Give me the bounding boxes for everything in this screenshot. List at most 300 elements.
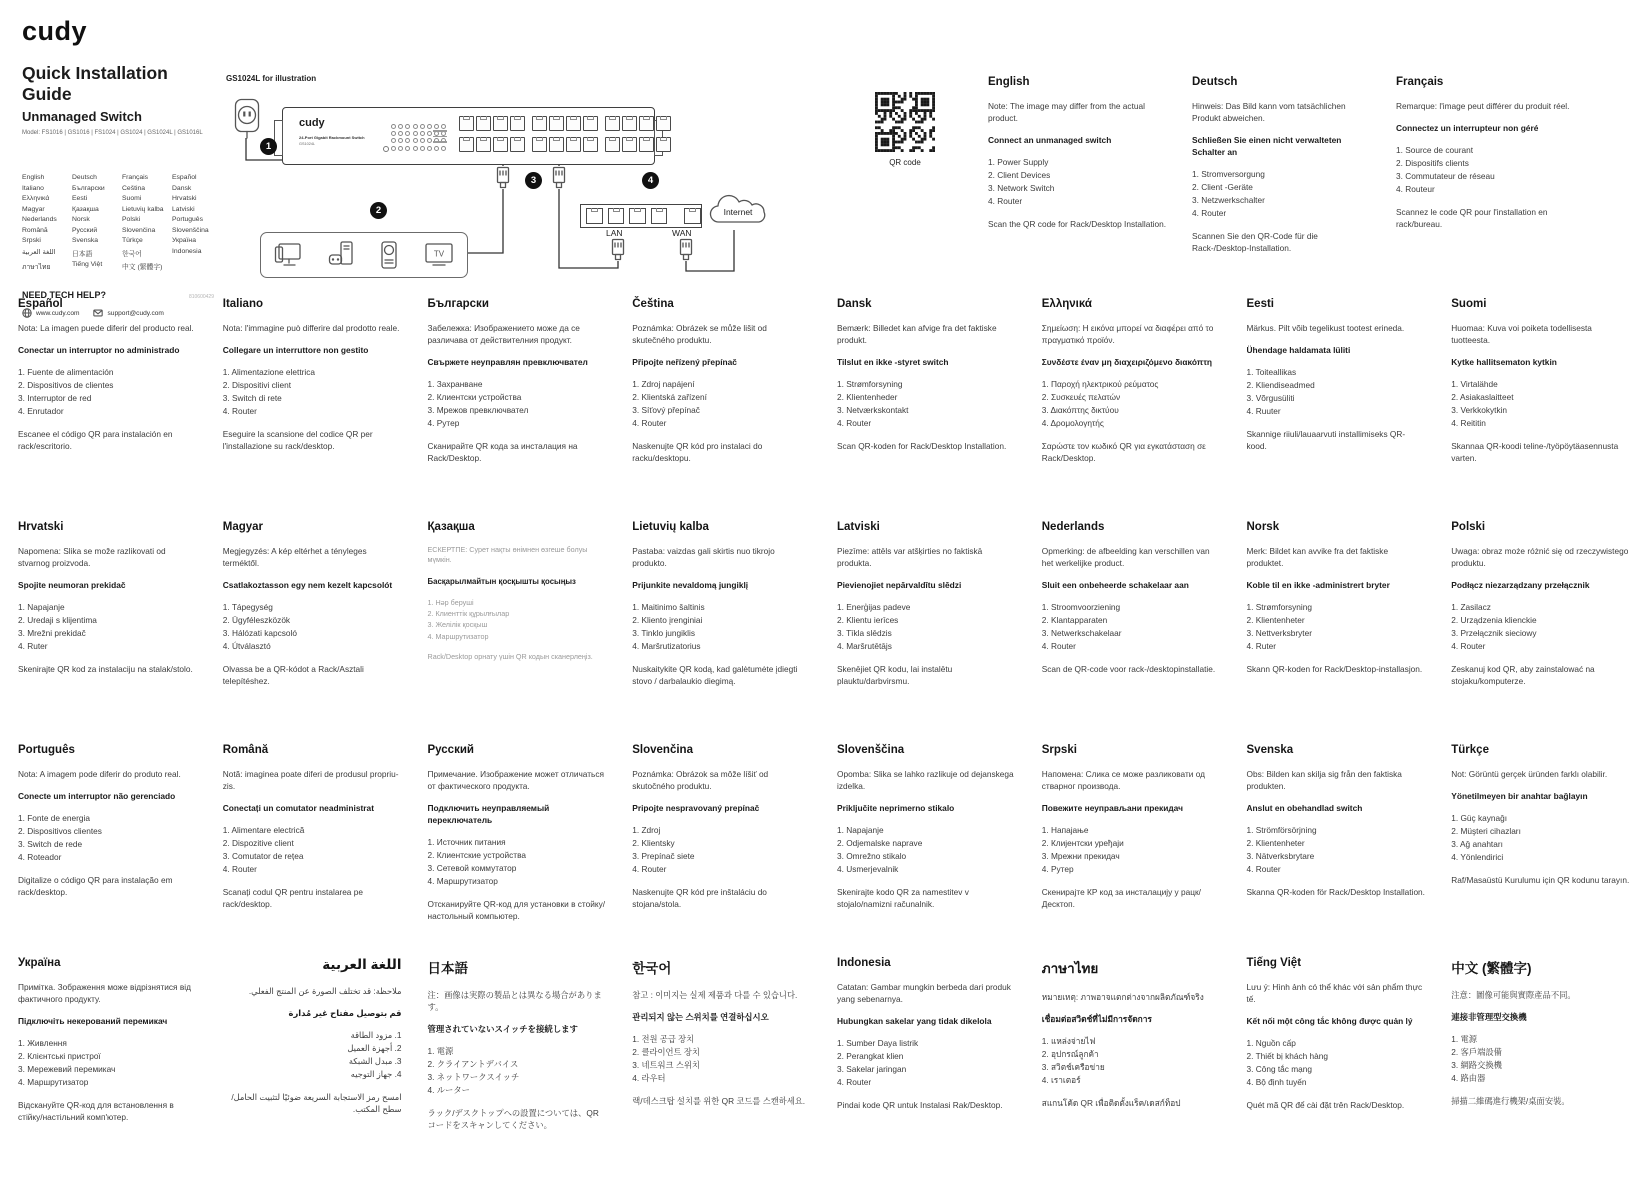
section-heading: Підключіть некерований перемикач — [18, 1016, 168, 1027]
step-item: 4. Рутер — [427, 417, 460, 428]
section-scan-note: ラック/デスクトップへの設置については、QRコードをスキャンしてください。 — [427, 1107, 599, 1130]
section-russian — [428, 744, 607, 922]
step-item: 1. Tápegység — [222, 602, 273, 613]
step-item: 3. Sakelar jaringan — [837, 1063, 907, 1074]
section-note: ملاحظة: قد تختلف الصورة عن المنتج الفعلي. — [248, 986, 402, 996]
section-steps — [18, 601, 197, 652]
section-heading: Подключить неуправляемый переключатель — [427, 803, 550, 826]
step-item: 2. Müşteri cihazları — [1451, 826, 1521, 837]
step-item: 1. Stroomvoorziening — [1041, 602, 1121, 613]
ethernet-port — [459, 137, 474, 152]
qr-caption: QR code — [889, 158, 921, 167]
section-heading: Priključite neprimerno stikalo — [837, 803, 955, 814]
port-column — [532, 116, 547, 152]
step-item: 1. 전원 공급 장치 — [632, 1034, 695, 1045]
status-led — [420, 124, 425, 129]
port-column — [510, 116, 525, 152]
step-item: 1. Zdroj napájení — [632, 379, 695, 390]
section-title: Polski — [1451, 521, 1486, 533]
step-item: 1. Zdroj — [632, 825, 661, 836]
port-group — [532, 116, 598, 152]
section-steps — [18, 812, 197, 863]
language-grid-cell: Svenska — [72, 237, 99, 244]
section-note: 注：画像は実際の製品とは異なる場合があります。 — [427, 990, 602, 1013]
section-thai — [1042, 957, 1221, 1131]
ethernet-port — [549, 116, 564, 131]
section-note: Piezīme: attēls var atšķirties no faktiskā produkta. — [837, 546, 983, 569]
language-grid-cell: 日本語 — [72, 250, 93, 258]
port-column — [583, 116, 598, 152]
step-item: 2. أجهزة العميل — [347, 1043, 402, 1054]
section-scan-note: Scan de QR-code voor rack-/desktopinstallatie. — [1041, 663, 1216, 674]
ethernet-port — [549, 137, 564, 152]
status-led — [427, 124, 432, 129]
step-item: 1. Sumber Daya listrik — [837, 1038, 919, 1049]
section-heading: 관리되지 않는 스위치를 연결하십시오 — [632, 1012, 769, 1023]
power-plug-icon — [234, 98, 260, 140]
port-column — [639, 116, 654, 152]
ethernet-port — [459, 116, 474, 131]
step-item: 4. Usmerjevalnik — [837, 863, 899, 874]
step-item: 4. Yönlendirici — [1451, 851, 1504, 862]
step-item: 3. Võrgusüliti — [1246, 392, 1295, 403]
led-legend — [433, 130, 447, 147]
step-item: 4. Router — [1192, 207, 1227, 218]
section-scan-note: Scanați codul QR pentru instalarea pe rack/desktop. — [222, 886, 363, 909]
section-heading: เชื่อมต่อสวิตช์ที่ไม่มีการจัดการ — [1041, 1014, 1152, 1025]
language-grid-cell: Norsk — [72, 216, 90, 223]
smart-device-icon — [379, 240, 399, 270]
language-grid-cell: Български — [72, 184, 105, 192]
step-item: 1. Power Supply — [988, 157, 1049, 168]
section-magyar — [223, 521, 402, 687]
step-item: 2. Client Devices — [988, 170, 1051, 181]
step-item: 3. Netwerkschakelaar — [1041, 627, 1122, 638]
step-item: 3. مبدل الشبكة — [348, 1055, 402, 1066]
language-grid-cell: Suomi — [122, 195, 142, 202]
section-heading: Csatlakoztasson egy nem kezelt kapcsolót — [222, 580, 393, 591]
section-heading: Připojte neřízený přepínač — [632, 357, 737, 368]
step-item: 3. Мережевий перемикач — [18, 1063, 116, 1074]
qr-code — [875, 92, 935, 152]
step-item: 2. Ügyféleszközök — [222, 615, 291, 626]
step-item: 4. Маршрутизатор — [18, 1076, 89, 1087]
ethernet-plug-icon — [611, 238, 625, 261]
step-item: 2. Dispozitive client — [222, 838, 294, 849]
section-steps — [428, 378, 607, 429]
section-suomi — [1451, 298, 1630, 464]
section-dansk — [837, 298, 1016, 464]
step-item: 2. Klientenheder — [837, 392, 898, 403]
section-title: Svenska — [1246, 744, 1294, 756]
section-turkce — [1451, 744, 1630, 922]
section-scan-note: Nuskaitykite QR kodą, kad galėtumėte įdiegti stovo / darbalaukio diegimą. — [632, 663, 798, 686]
port-group — [459, 116, 525, 152]
section-scan-note: Skannaa QR-koodi teline-/työpöytäasennusta varten. — [1451, 440, 1619, 463]
language-grid-cell: ภาษาไทย — [22, 264, 51, 271]
ethernet-port — [493, 116, 508, 131]
step-item: 4. Router — [988, 195, 1023, 206]
language-grid-cell: Қазақша — [72, 205, 99, 213]
step-item: 2. 客戶端設備 — [1451, 1047, 1502, 1058]
section-note: Obs: Bilden kan skilja sig från den faktiska produkten. — [1246, 769, 1402, 792]
email-link: support@cudy.com — [107, 309, 164, 317]
section-srpski — [1042, 744, 1221, 922]
step-item: 3. 網路交換機 — [1451, 1059, 1502, 1070]
ethernet-port — [566, 137, 581, 152]
section-steps — [1042, 824, 1221, 875]
step-item: 2. Клијентски уређаји — [1041, 838, 1124, 849]
step-item: 4. جهاز التوجيه — [350, 1068, 402, 1079]
section-title: Slovenčina — [632, 744, 693, 756]
language-row-3 — [18, 744, 1630, 922]
section-cestina — [632, 298, 811, 464]
step-item: 3. Tīkla slēdzis — [837, 627, 892, 638]
section-chinese — [1451, 957, 1630, 1131]
section-heading: Басқарылмайтын қосқышты қосыңыз — [427, 576, 576, 586]
installation-diagram — [222, 62, 962, 290]
step-item: 2. Asiakaslaitteet — [1451, 392, 1514, 403]
step-item: 2. Klantapparaten — [1041, 615, 1108, 626]
status-led — [420, 146, 425, 151]
section-norsk — [1247, 521, 1426, 687]
section-note: Nota: A imagem pode diferir do produto real. — [18, 769, 181, 779]
section-heading: 管理されていないスイッチを接続します — [427, 1024, 578, 1035]
step-item: 2. Dispositifs clients — [1396, 158, 1469, 169]
step-item: 1. Strømforsyning — [837, 379, 903, 390]
step-item: 3. Prepínač siete — [632, 850, 695, 861]
section-note: Nota: La imagen puede diferir del producto real. — [18, 323, 194, 333]
port-column — [476, 116, 491, 152]
section-scan-note: Digitalize o código QR para instalação em rack/desktop. — [18, 874, 173, 897]
step-item: 3. Commutateur de réseau — [1396, 170, 1495, 181]
section-heading: Sluit een onbeheerde schakelaar aan — [1041, 580, 1189, 591]
section-heading: Prijunkite nevaldomą jungiklį — [632, 580, 749, 591]
step-item: 1. 電源 — [427, 1046, 454, 1057]
language-row-4 — [18, 957, 1630, 1131]
section-scan-note: Skannige riiuli/lauaarvuti installimiseks QR-kood. — [1246, 428, 1406, 451]
section-eesti — [1247, 298, 1426, 464]
section-hrvatski — [18, 521, 197, 687]
section-heading: Tilslut en ikke -styret switch — [837, 357, 949, 368]
section-note: Bemærk: Billedet kan afvige fra det faktiske produkt. — [837, 323, 997, 346]
router-port — [651, 208, 668, 224]
ethernet-port — [656, 116, 671, 131]
section-steps — [1247, 601, 1426, 652]
section-note: 注意：圖像可能與實際產品不同。 — [1451, 990, 1576, 1000]
language-grid — [22, 174, 214, 272]
step-item: 4. Router — [1451, 640, 1486, 651]
step-item: 1. Zasilacz — [1451, 602, 1491, 613]
language-grid-cell: Eesti — [72, 195, 88, 202]
page-title: Quick Installation Guide — [22, 63, 168, 104]
language-row-2 — [18, 521, 1630, 687]
section-note: Σημείωση: Η εικόνα μπορεί να διαφέρει από το πραγματικό προϊόν. — [1041, 323, 1214, 346]
step-item: 4. Δρομολογητής — [1041, 417, 1104, 428]
section-title: 한국어 — [632, 961, 672, 976]
status-led — [434, 124, 439, 129]
step-item: 1. Virtalähde — [1451, 379, 1498, 390]
section-scan-note: Quét mã QR để cài đặt trên Rack/Desktop. — [1246, 1099, 1405, 1110]
status-led — [398, 124, 403, 129]
step-item: 3. Netzwerkschalter — [1192, 195, 1265, 206]
section-steps — [1396, 144, 1574, 195]
step-item: 1. مزود الطاقة — [350, 1030, 402, 1041]
step-item: 1. Напајање — [1041, 825, 1089, 836]
section-title: Български — [427, 298, 489, 310]
section-heading: Koble til en ikke -administrert bryter — [1246, 580, 1390, 591]
section-steps — [1451, 812, 1630, 863]
section-title: ภาษาไทย — [1041, 961, 1099, 976]
section-slovenscina — [837, 744, 1016, 922]
ethernet-port — [583, 137, 598, 152]
switch-sku-label: GS1024L — [299, 142, 316, 146]
section-heading: Ühendage haldamata lüliti — [1246, 345, 1351, 356]
step-item: 1. Enerģijas padeve — [837, 602, 911, 613]
section-heading: Conecte um interruptor não gerenciado — [18, 791, 176, 802]
step-item: 2. 클라이언트 장치 — [632, 1047, 700, 1058]
section-note: Забележка: Изображението може да се различава от действителния продукт. — [427, 323, 580, 346]
step-item: 4. Маршрутизатор — [427, 631, 489, 641]
step-item: 2. Odjemalske naprave — [837, 838, 923, 849]
status-led — [391, 138, 396, 143]
section-scan-note: Raf/Masaüstü Kurulumu için QR kodunu tarayın. — [1451, 874, 1630, 885]
section-scan-note: Отсканируйте QR-код для установки в стойку/настольный компьютер. — [427, 898, 606, 921]
status-led — [427, 138, 432, 143]
section-nederlands — [1042, 521, 1221, 687]
section-ukraine — [18, 957, 197, 1131]
step-item: 4. ルーター — [427, 1084, 470, 1095]
internet-label: Internet — [723, 207, 753, 217]
ethernet-port — [605, 137, 620, 152]
status-led — [413, 131, 418, 136]
game-console-icon — [327, 240, 355, 270]
section-steps — [223, 601, 402, 652]
port-group — [605, 116, 671, 152]
step-item: 2. Kliendiseadmed — [1246, 380, 1315, 391]
port-column — [566, 116, 581, 152]
step-item: 3. Omrežno stikalo — [837, 850, 907, 861]
section-title: Türkçe — [1451, 744, 1489, 756]
step-item: 4. Router — [222, 863, 257, 874]
header-left — [22, 16, 214, 318]
section-title: 日本語 — [427, 961, 468, 976]
section-steps — [837, 378, 1016, 429]
ethernet-port — [510, 137, 525, 152]
section-note: Nota: l'immagine può differire dal prodotto reale. — [222, 323, 400, 333]
diagram-caption: GS1024L for illustration — [226, 74, 317, 83]
section-heading: Свържете неуправлян превключвател — [427, 357, 588, 368]
section-scan-note: Rack/Desktop орнату үшін QR кодын сканерлеңіз. — [427, 651, 593, 661]
step-item: 3. Interruptor de red — [18, 392, 92, 403]
language-grid-cell: Slovenščina — [172, 226, 209, 234]
lan-label: LAN — [606, 228, 623, 238]
step-badge-3: 3 — [525, 172, 542, 189]
step-item: 3. Nätverksbrytare — [1246, 850, 1315, 861]
section-romana — [223, 744, 402, 922]
section-deutsch — [1192, 76, 1370, 254]
ethernet-port — [566, 116, 581, 131]
section-scan-note: Відскануйте QR-код для встановлення в стійку/настільний комп'ютер. — [18, 1099, 174, 1122]
step-item: 2. Klientu ierīces — [837, 615, 899, 626]
step-item: 4. Рутер — [1041, 863, 1074, 874]
language-grid-cell: English — [22, 174, 45, 181]
section-vietnamese — [1247, 957, 1426, 1131]
section-steps — [1247, 1037, 1426, 1088]
power-led — [383, 146, 389, 152]
section-title: Srpski — [1041, 744, 1077, 756]
step-item: 1. Güç kaynağı — [1451, 813, 1508, 824]
step-item: 1. Source de courant — [1396, 145, 1474, 156]
svg-text:TV: TV — [433, 249, 445, 259]
step-item: 3. Công tắc mạng — [1246, 1063, 1312, 1074]
step-item: 4. Router — [1041, 640, 1076, 651]
page-subtitle: Unmanaged Switch — [22, 109, 142, 124]
section-heading: Connect an unmanaged switch — [988, 135, 1112, 146]
language-grid-cell: Română — [22, 226, 48, 234]
ethernet-port — [476, 116, 491, 131]
section-scan-note: 랙/데스크탑 설치를 위한 QR 코드를 스캔하세요. — [632, 1095, 806, 1106]
section-steps — [1042, 378, 1221, 429]
section-heading: قم بتوصيل مفتاح غير مُدارة — [288, 1008, 402, 1019]
ethernet-port — [510, 116, 525, 131]
section-scan-note: امسح رمز الاستجابة السريعة ضوئيًا لتثبيت الحامل/سطح المكتب. — [231, 1091, 402, 1114]
section-scan-note: Skenirajte QR kod za instalaciju na stalak/stolo. — [18, 663, 193, 674]
step-item: 3. Мрежов превключвател — [427, 404, 529, 415]
step-item: 4. Router — [222, 405, 257, 416]
language-grid-cell: Latviski — [172, 205, 195, 213]
section-scan-note: Olvassa be a QR-kódot a Rack/Asztali telepítéshez. — [222, 663, 364, 686]
section-svenska — [1247, 744, 1426, 922]
step-item: 3. Tinklo jungiklis — [632, 627, 695, 638]
router-port — [629, 208, 646, 224]
port-column — [493, 116, 508, 152]
step-item: 2. Dispositivos clientes — [18, 826, 102, 837]
section-polski — [1451, 521, 1630, 687]
section-title: Hrvatski — [18, 521, 64, 533]
section-title: Україна — [18, 957, 61, 969]
step-item: 4. Bộ định tuyến — [1246, 1076, 1307, 1087]
section-title: Қазақша — [427, 521, 475, 533]
step-item: 1. Alimentare electrică — [222, 825, 305, 836]
ethernet-port — [622, 116, 637, 131]
step-item: 2. Kliento įrenginiai — [632, 615, 703, 626]
section-scan-note: Scan QR-koden for Rack/Desktop Installation. — [837, 440, 1007, 451]
section-slovencina — [632, 744, 811, 922]
step-badge-1: 1 — [260, 138, 277, 155]
section-scan-note: Naskenujte QR kód pre inštaláciu do stojana/stola. — [632, 886, 767, 909]
section-heading: Conectar un interruptor no administrado — [18, 345, 180, 356]
section-heading: Συνδέστε έναν μη διαχειριζόμενο διακόπτη — [1041, 357, 1213, 368]
section-steps — [632, 378, 811, 429]
section-note: Not: Görüntü gerçek üründen farklı olabilir. — [1451, 769, 1608, 779]
step-item: 2. Thiết bị khách hàng — [1246, 1051, 1328, 1062]
section-title: Italiano — [222, 298, 264, 310]
language-grid-cell: Indonesia — [172, 247, 202, 255]
section-heading: Podłącz niezarządzany przełącznik — [1451, 580, 1590, 591]
language-grid-cell: Русский — [72, 226, 98, 234]
section-steps — [1451, 601, 1630, 652]
section-title: English — [988, 76, 1030, 88]
section-scan-note: Scannen Sie den QR-Code für die Rack-/Desktop-Installation. — [1192, 230, 1318, 253]
step-item: 4. Routeur — [1396, 183, 1435, 194]
section-note: Note: The image may differ from the actual product. — [988, 101, 1145, 124]
step-item: 2. Клієнтські пристрої — [18, 1051, 101, 1062]
section-heading: Повежите неуправљани прекидач — [1041, 803, 1183, 814]
section-greek — [1042, 298, 1221, 464]
section-note: Remarque: l'image peut différer du produit réel. — [1396, 101, 1570, 111]
step-item: 2. Client -Geräte — [1192, 182, 1253, 193]
section-steps — [632, 601, 811, 652]
ethernet-plug-icon — [496, 166, 510, 189]
section-heading: Hubungkan sakelar yang tidak dikelola — [837, 1016, 992, 1027]
step-item: 1. Fuente de alimentación — [18, 367, 114, 378]
section-title: Lietuvių kalba — [632, 521, 709, 533]
section-steps — [988, 156, 1166, 207]
step-item: 1. Strömförsörjning — [1246, 825, 1317, 836]
status-led — [413, 124, 418, 129]
section-indonesia — [837, 957, 1016, 1131]
ethernet-port — [532, 137, 547, 152]
section-heading: 連接非管理型交換機 — [1451, 1012, 1527, 1023]
step-item: 4. Router — [632, 863, 667, 874]
section-arabic — [223, 957, 402, 1131]
step-item: 3. Желілік қосқыш — [427, 620, 488, 630]
language-grid-cell: Tiếng Việt — [72, 261, 103, 268]
section-title: Slovenščina — [837, 744, 905, 756]
network-switch — [282, 107, 655, 165]
status-led — [413, 146, 418, 151]
section-steps — [1192, 168, 1370, 219]
section-title: Magyar — [222, 521, 264, 533]
status-led — [398, 131, 403, 136]
language-grid-cell: Čeština — [122, 184, 146, 192]
status-led — [441, 124, 446, 129]
step-item: 3. Netværkskontakt — [837, 404, 909, 415]
section-title: Русский — [427, 744, 474, 756]
step-item: 2. Klientská zařízení — [632, 392, 707, 403]
language-grid-cell: Italiano — [22, 184, 44, 192]
step-item: 3. สวิตช์เครือข่าย — [1041, 1061, 1105, 1072]
language-grid-cell: اللغة العربية — [22, 248, 56, 256]
step-item: 4. Reititin — [1451, 417, 1486, 428]
language-grid-cell: Türkçe — [122, 237, 143, 244]
ethernet-port — [656, 137, 671, 152]
step-item: 2. Uredaji s klijentima — [18, 615, 97, 626]
section-title: Ελληνικά — [1041, 298, 1092, 310]
step-item: 4. 路由器 — [1451, 1072, 1486, 1083]
section-note: Huomaa: Kuva voi poiketa todellisesta tuotteesta. — [1451, 323, 1592, 346]
section-english — [988, 76, 1166, 254]
step-item: 4. Router — [632, 417, 667, 428]
section-title: Português — [18, 744, 75, 756]
section-title: Suomi — [1451, 298, 1487, 310]
step-item: 2. Klientenheter — [1246, 615, 1305, 626]
section-kazakh — [428, 521, 607, 687]
section-title: Français — [1396, 76, 1444, 88]
step-item: 1. Нәр беруші — [427, 598, 474, 608]
switch-model-label: 24-Port Gigabit Rackmount Switch — [299, 135, 365, 140]
step-item: 1. Nguồn cấp — [1246, 1038, 1296, 1049]
language-grid-cell — [172, 261, 220, 272]
section-note: Напомена: Слика се може разликовати од стварног производа. — [1041, 769, 1205, 792]
step-item: 4. Roteador — [18, 851, 62, 862]
section-note: Poznámka: Obrázek se může lišit od skutečného produktu. — [632, 323, 767, 346]
section-note: Uwaga: obraz może różnić się od rzeczywistego produktu. — [1451, 546, 1629, 569]
step-item: 3. Switch di rete — [222, 392, 282, 403]
language-grid-cell: 中文 (繁體字) — [122, 264, 163, 271]
step-item: 3. Przełącznik sieciowy — [1451, 627, 1537, 638]
